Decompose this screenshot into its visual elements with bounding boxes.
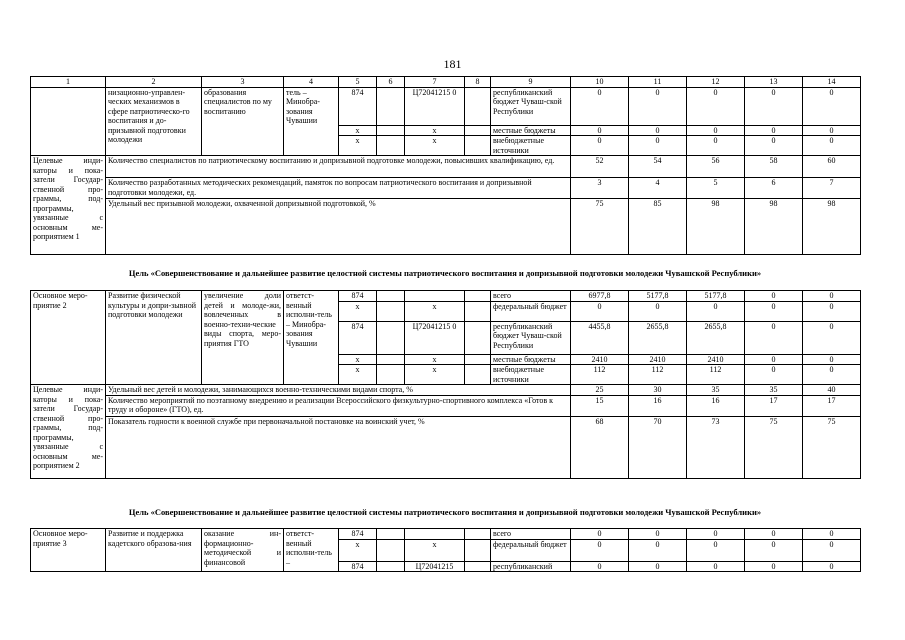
value-cell: 7: [803, 178, 861, 199]
value-cell: 3: [571, 178, 629, 199]
header-row: [31, 77, 861, 88]
rzpr-cell: [377, 354, 405, 365]
table-measure-2: [30, 290, 861, 479]
csr-cell: Ц72041215 0: [405, 321, 465, 354]
measure-label-cell: Основное меро-приятие 3: [31, 529, 106, 572]
grbs-cell: х: [339, 301, 377, 321]
header-cell: 11: [629, 77, 687, 88]
value-cell: 0: [687, 539, 745, 561]
value-cell: 54: [629, 156, 687, 178]
indicator-row: [31, 416, 861, 478]
indicator-row: [31, 199, 861, 255]
value-cell: 0: [745, 561, 803, 572]
header-cell: 13: [745, 77, 803, 88]
value-cell: 0: [629, 529, 687, 540]
value-cell: 2410: [571, 354, 629, 365]
indicator-row: [31, 385, 861, 396]
value-cell: 0: [687, 87, 745, 125]
value-cell: 0: [803, 125, 861, 136]
table-measure-3: [30, 528, 861, 572]
grbs-cell: 874: [339, 321, 377, 354]
header-cell: 4: [284, 77, 339, 88]
vr-cell: [465, 365, 491, 385]
indicator-row: [31, 395, 861, 416]
table-row: [31, 529, 861, 540]
value-cell: 0: [803, 321, 861, 354]
value-cell: 17: [745, 395, 803, 416]
value-cell: 56: [687, 156, 745, 178]
value-cell: 0: [803, 87, 861, 125]
rzpr-cell: [377, 301, 405, 321]
value-cell: 98: [687, 199, 745, 255]
grbs-cell: 874: [339, 87, 377, 125]
indicator-text: Удельный вес призывной молодежи, охваченной допризывной подготовкой, %: [106, 199, 571, 255]
value-cell: 35: [687, 385, 745, 396]
header-cell: 12: [687, 77, 745, 88]
csr-cell: Ц72041215 0: [405, 87, 465, 125]
source-cell: внебюджетные источники: [491, 136, 571, 156]
value-cell: 0: [745, 301, 803, 321]
value-cell: 6977,8: [571, 291, 629, 302]
measure-name-cell: Развитие и поддержка кадетского образова-ния: [106, 529, 202, 572]
header-cell: 5: [339, 77, 377, 88]
csr-cell: [405, 291, 465, 302]
rzpr-cell: [377, 561, 405, 572]
value-cell: 0: [571, 301, 629, 321]
value-cell: 98: [803, 199, 861, 255]
value-cell: 6: [745, 178, 803, 199]
csr-cell: х: [405, 136, 465, 156]
rzpr-cell: [377, 136, 405, 156]
csr-cell: х: [405, 354, 465, 365]
value-cell: 0: [745, 365, 803, 385]
value-cell: 0: [629, 136, 687, 156]
value-cell: 16: [629, 395, 687, 416]
table-row: [31, 291, 861, 302]
value-cell: 5: [687, 178, 745, 199]
value-cell: 0: [745, 529, 803, 540]
header-cell: 2: [106, 77, 202, 88]
value-cell: 40: [803, 385, 861, 396]
indicators-label-cell: Целевые инди-каторы и пока-затели Государ-ственной про-граммы, под-программы, увязанные с основным ме-роприятием 1: [31, 156, 106, 255]
value-cell: 5177,8: [687, 291, 745, 302]
value-cell: 0: [803, 561, 861, 572]
table-row: [31, 87, 861, 125]
result-cell: оказание ин-формационно-методической и финансовой: [202, 529, 284, 572]
grbs-cell: х: [339, 125, 377, 136]
value-cell: 17: [803, 395, 861, 416]
indicator-text: Показатель годности к военной службе при первоначальной постановке на воинский учет, %: [106, 416, 571, 478]
vr-cell: [465, 125, 491, 136]
source-cell: всего: [491, 529, 571, 540]
indicator-row: [31, 178, 861, 199]
value-cell: 0: [687, 529, 745, 540]
value-cell: 0: [745, 125, 803, 136]
value-cell: 30: [629, 385, 687, 396]
value-cell: 0: [571, 539, 629, 561]
grbs-cell: 874: [339, 529, 377, 540]
vr-cell: [465, 529, 491, 540]
value-cell: 2410: [629, 354, 687, 365]
header-cell: 3: [202, 77, 284, 88]
vr-cell: [465, 301, 491, 321]
grbs-cell: х: [339, 539, 377, 561]
rzpr-cell: [377, 321, 405, 354]
value-cell: 0: [629, 539, 687, 561]
executor-cell: тель – Минобра-зования Чувашии: [284, 87, 339, 156]
value-cell: 4455,8: [571, 321, 629, 354]
value-cell: 4: [629, 178, 687, 199]
header-cell: 9: [491, 77, 571, 88]
value-cell: 0: [629, 87, 687, 125]
value-cell: 16: [687, 395, 745, 416]
header-cell: 8: [465, 77, 491, 88]
value-cell: 0: [571, 529, 629, 540]
value-cell: 0: [629, 301, 687, 321]
value-cell: 52: [571, 156, 629, 178]
value-cell: 0: [687, 301, 745, 321]
value-cell: 112: [687, 365, 745, 385]
csr-cell: х: [405, 125, 465, 136]
vr-cell: [465, 87, 491, 125]
value-cell: 0: [571, 136, 629, 156]
value-cell: 0: [629, 125, 687, 136]
csr-cell: х: [405, 539, 465, 561]
header-cell: 10: [571, 77, 629, 88]
rzpr-cell: [377, 529, 405, 540]
value-cell: 0: [803, 354, 861, 365]
value-cell: 60: [803, 156, 861, 178]
value-cell: 98: [745, 199, 803, 255]
rzpr-cell: [377, 291, 405, 302]
measure-name-cell: Развитие физической культуры и допри-зывной подготовки молодежи: [106, 291, 202, 385]
value-cell: 0: [803, 539, 861, 561]
rzpr-cell: [377, 125, 405, 136]
indicator-text: Количество разработанных методических рекомендаций, памяток по вопросам патриотического воспитания и допризывной подготовки молодежи, ед.: [106, 178, 571, 199]
grbs-cell: 874: [339, 561, 377, 572]
header-cell: 6: [377, 77, 405, 88]
value-cell: 75: [571, 199, 629, 255]
value-cell: 73: [687, 416, 745, 478]
value-cell: 25: [571, 385, 629, 396]
value-cell: 0: [571, 87, 629, 125]
vr-cell: [465, 321, 491, 354]
measure-label-cell: Основное меро-приятие 2: [31, 291, 106, 385]
value-cell: 75: [803, 416, 861, 478]
vr-cell: [465, 136, 491, 156]
rzpr-cell: [377, 87, 405, 125]
header-cell: 7: [405, 77, 465, 88]
value-cell: 0: [687, 561, 745, 572]
value-cell: 0: [745, 87, 803, 125]
value-cell: 112: [629, 365, 687, 385]
page-number: 181: [443, 57, 462, 71]
value-cell: 112: [571, 365, 629, 385]
source-cell: всего: [491, 291, 571, 302]
indicator-row: [31, 156, 861, 178]
value-cell: 0: [803, 136, 861, 156]
goal-heading: Цель «Совершенствование и дальнейшее развитие целостной системы патриотического воспитания и допризывной подготовки молодежи Чувашской Республики»: [128, 268, 762, 278]
indicators-label-cell: Целевые инди-каторы и пока-затели Государ-ственной про-граммы, под-программы, увязанные с основным ме-роприятием 2: [31, 385, 106, 479]
vr-cell: [465, 291, 491, 302]
source-cell: федеральный бюджет: [491, 301, 571, 321]
value-cell: 2655,8: [629, 321, 687, 354]
source-cell: внебюджетные источники: [491, 365, 571, 385]
result-cell: образования специалистов по му воспитанию: [202, 87, 284, 156]
csr-cell: Ц72041215: [405, 561, 465, 572]
value-cell: 0: [803, 291, 861, 302]
source-cell: республиканский: [491, 561, 571, 572]
value-cell: 0: [629, 561, 687, 572]
indicator-text: Количество специалистов по патриотическому воспитанию и допризывной подготовке молодежи, повысивших квалификацию, ед.: [106, 156, 571, 178]
vr-cell: [465, 539, 491, 561]
table-measure-1: [30, 76, 861, 255]
source-cell: республиканский бюджет Чуваш-ской Республики: [491, 87, 571, 125]
csr-cell: х: [405, 301, 465, 321]
grbs-cell: х: [339, 136, 377, 156]
header-cell: 1: [31, 77, 106, 88]
rzpr-cell: [377, 365, 405, 385]
value-cell: 0: [571, 561, 629, 572]
goal-heading: Цель «Совершенствование и дальнейшее развитие целостной системы патриотического воспитания и допризывной подготовки молодежи Чувашской Республики»: [128, 507, 762, 517]
value-cell: 75: [745, 416, 803, 478]
csr-cell: [405, 529, 465, 540]
value-cell: 0: [803, 365, 861, 385]
value-cell: 15: [571, 395, 629, 416]
value-cell: 0: [745, 321, 803, 354]
source-cell: местные бюджеты: [491, 125, 571, 136]
csr-cell: х: [405, 365, 465, 385]
value-cell: 0: [571, 125, 629, 136]
value-cell: 0: [745, 354, 803, 365]
header-cell: 14: [803, 77, 861, 88]
source-cell: республиканский бюджет Чуваш-ской Республики: [491, 321, 571, 354]
grbs-cell: х: [339, 365, 377, 385]
vr-cell: [465, 561, 491, 572]
value-cell: 0: [745, 136, 803, 156]
value-cell: 35: [745, 385, 803, 396]
value-cell: 85: [629, 199, 687, 255]
value-cell: 0: [687, 125, 745, 136]
grbs-cell: 874: [339, 291, 377, 302]
value-cell: 0: [687, 136, 745, 156]
measure-name-cell: низационно-управлен-ческих механизмов в сфере патриотическо-го воспитания и до-призывной подготовки молодежи: [106, 87, 202, 156]
indicator-text: Удельный вес детей и молодежи, занимающихся военно-техническими видами спорта, %: [106, 385, 571, 396]
value-cell: 68: [571, 416, 629, 478]
vr-cell: [465, 354, 491, 365]
executor-cell: ответст-венный исполни-тель – Минобра-зования Чувашии: [284, 291, 339, 385]
executor-cell: ответст-венный исполни-тель –: [284, 529, 339, 572]
indicator-text: Количество мероприятий по поэтапному внедрению и реализации Всероссийского физкультурно-спортивного комплекса «Готов к труду и обороне» (ГТО), ед.: [106, 395, 571, 416]
value-cell: 2410: [687, 354, 745, 365]
source-cell: федеральный бюджет: [491, 539, 571, 561]
value-cell: 0: [803, 301, 861, 321]
value-cell: 0: [745, 539, 803, 561]
grbs-cell: х: [339, 354, 377, 365]
empty-cell: [31, 87, 106, 156]
value-cell: 2655,8: [687, 321, 745, 354]
source-cell: местные бюджеты: [491, 354, 571, 365]
value-cell: 58: [745, 156, 803, 178]
result-cell: увеличение доли детей и молоде-жи, вовлеченных в военно-техни-ческие виды спорта, меро-приятия ГТО: [202, 291, 284, 385]
value-cell: 0: [745, 291, 803, 302]
value-cell: 5177,8: [629, 291, 687, 302]
rzpr-cell: [377, 539, 405, 561]
value-cell: 0: [803, 529, 861, 540]
value-cell: 70: [629, 416, 687, 478]
